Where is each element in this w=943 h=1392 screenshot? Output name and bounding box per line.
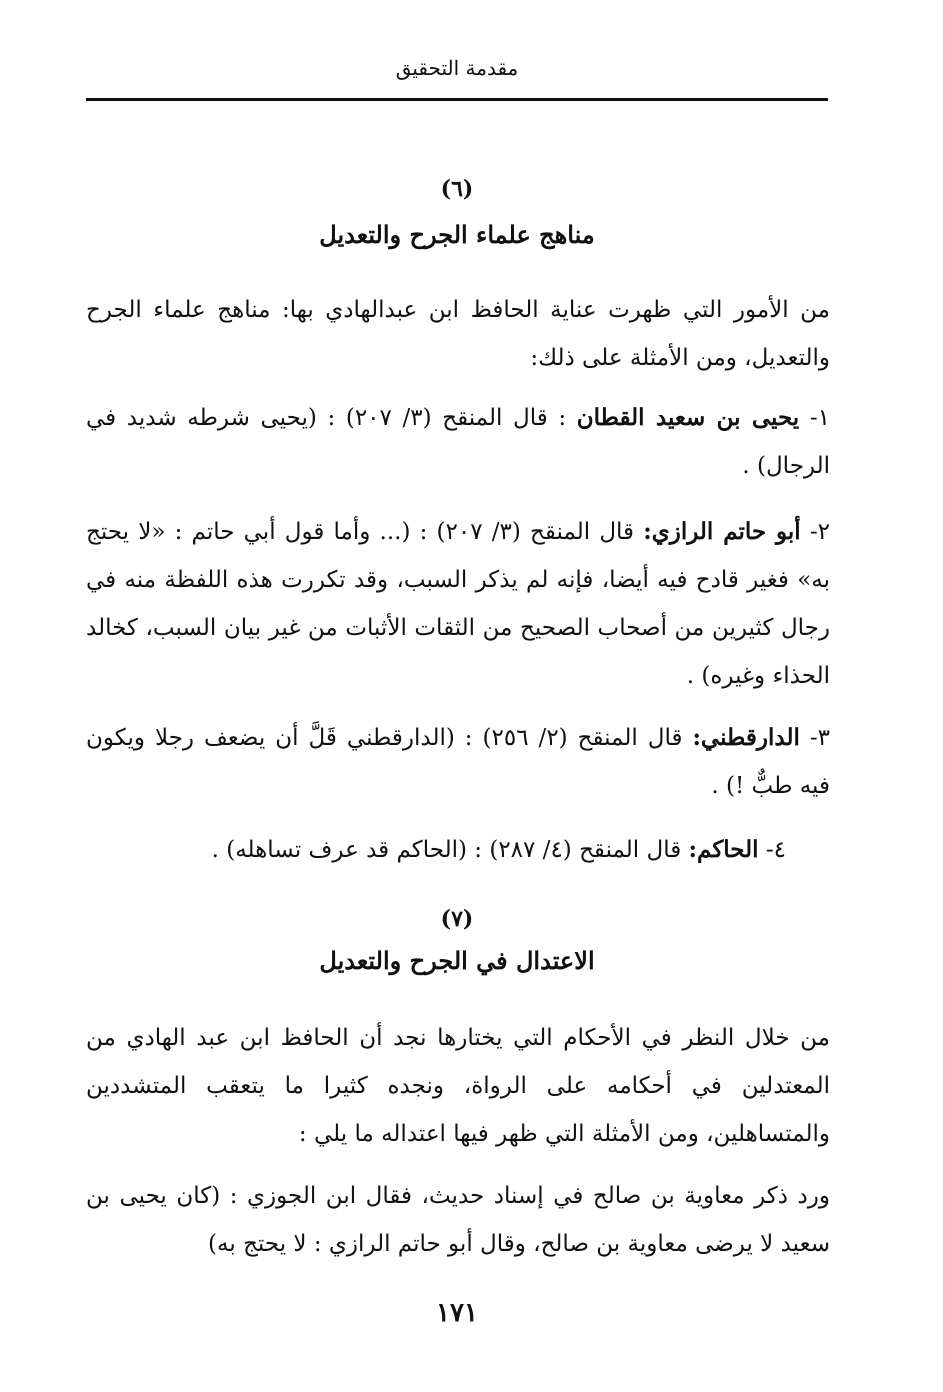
item-3 [86,714,830,810]
item-1-text: : قال المنقح (٣/ ٢٠٧) : (يحيى شرطه شديد في الرجال) . [86,405,830,479]
section-7-intro: من خلال النظر في الأحكام التي يختارها نجد أن الحافظ ابن عبد الهادي من المعتدلين في أحكامه على الرواة، ونجده كثيرا ما يتعقب المتشددين والمتساهلين، ومن الأمثلة التي ظهر فيها اعتداله ما يلي : [86,1025,830,1147]
item-2 [86,508,830,700]
item-2-text: قال المنقح (٣/ ٢٠٧) : (... وأما قول أبي حاتم : «لا يحتج به» فغير قادح فيه أيضا، فإنه لم يذكر السبب، وقد تكررت هذه اللفظة منه في رجال كثيرين من أصحاب الصحيح من الثقات الأثبات من غير بيان السبب، كخالد الحذاء وغيره) . [86,519,830,689]
section-6-title: مناهج علماء الجرح والتعديل [319,220,595,249]
section-7-number: (٧) [440,906,474,932]
section-7-example: ورد ذكر معاوية بن صالح في إسناد حديث، فقال ابن الجوزي : (كان يحيى بن سعيد لا يرضى معاوية بن صالح، وقال أبو حاتم الرازي : لا يحتج به) [86,1183,830,1257]
item-3-name: الدارقطني: [692,724,800,751]
header-rule [86,98,828,101]
section-6-number: (٦) [440,176,474,202]
item-1 [86,394,830,490]
section-7-title: الاعتدال في الجرح والتعديل [319,946,595,975]
item-1-number: ١- [799,405,830,431]
item-1-name: يحيى بن سعيد القطان [576,404,800,431]
item-2-name: أبو حاتم الرازي: [643,518,801,545]
item-4 [86,826,830,874]
item-3-text: قال المنقح (٢/ ٢٥٦) : (الدارقطني قَلَّ أن يضعف رجلا ويكون فيه طبٌّ !) . [86,725,830,799]
running-head: مقدمة التحقيق [395,56,519,80]
section-6-intro: من الأمور التي ظهرت عناية الحافظ ابن عبدالهادي بها: مناهج علماء الجرح والتعديل، ومن الأمثلة على ذلك: [86,297,830,371]
item-2-number: ٢- [800,519,830,545]
page-number: ١٧١ [436,1298,478,1328]
item-4-name: الحاكم: [688,836,759,863]
item-4-number: ٤- [758,837,786,863]
item-3-number: ٣- [799,725,830,751]
item-4-text: قال المنقح (٤/ ٢٨٧) : (الحاكم قد عرف تساهله) . [211,837,689,863]
